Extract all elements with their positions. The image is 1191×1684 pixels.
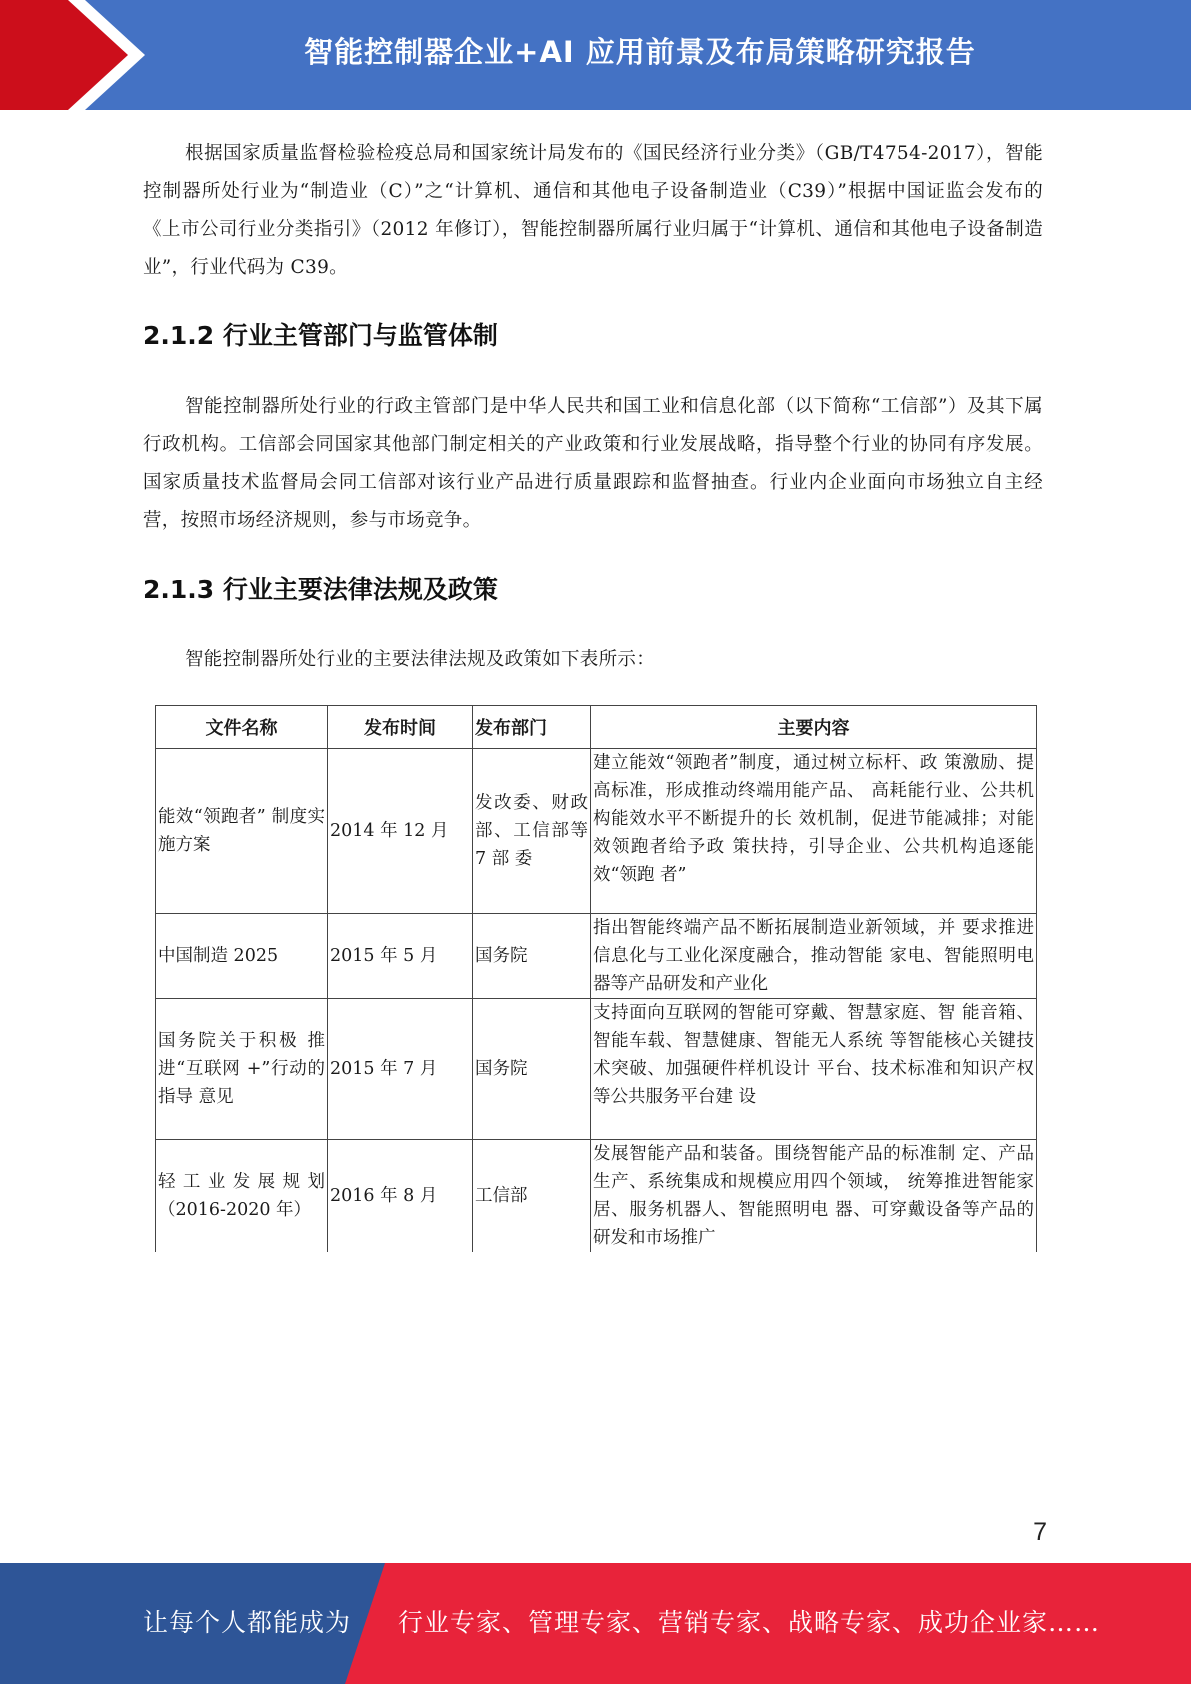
cell-content: 建立能效“领跑者”制度，通过树立标杆、政 策激励、提高标准，形成推动终端用能产品、 高耗能行业、公共机构能效水平不断提升的长 效机制，促进节能减排；对能效领跑者给予政 策扶持，引导企业、公共机构追逐能效“领跑 者” [591, 749, 1037, 914]
page-header [0, 0, 1191, 110]
cell-date: 2015 年 5 月 [328, 914, 473, 999]
table-row [156, 749, 1037, 914]
section-heading-2-1-2: 2.1.2 行业主管部门与监管体制 [143, 321, 498, 350]
table-row [156, 1140, 1037, 1253]
footer-slogan-right: 行业专家、管理专家、营销专家、战略专家、成功企业家…… [398, 1608, 1101, 1637]
cell-dept: 国务院 [473, 914, 591, 999]
cell-date: 2014 年 12 月 [328, 749, 473, 914]
col-header-name: 文件名称 [156, 706, 328, 749]
page-number: 7 [1033, 1518, 1047, 1546]
intro-paragraph: 根据国家质量监督检验检疫总局和国家统计局发布的《国民经济行业分类》（GB/T4754-2017），智能控制器所处行业为“制造业（C）”之“计算机、通信和其他电子设备制造业（C39）”根据中国证监会发布的《上市公司行业分类指引》（2012 年修订），智能控制器所属行业归属于“计算机、通信和其他电子设备制造业”，行业代码为 C39。 [143, 143, 1043, 278]
table-row [156, 999, 1037, 1140]
cell-name: 中国制造 2025 [156, 914, 328, 999]
cell-name: 轻工业发展规划（2016-2020 年） [156, 1140, 328, 1253]
section-2-1-3-paragraph: 智能控制器所处行业的主要法律法规及政策如下表所示： [185, 649, 656, 670]
policy-table [155, 705, 1037, 1252]
header-arrow-decoration [0, 0, 160, 110]
section-heading-2-1-3: 2.1.3 行业主要法律法规及政策 [143, 575, 498, 604]
col-header-date: 发布时间 [328, 706, 473, 749]
col-header-content: 主要内容 [591, 706, 1037, 749]
table-row [156, 914, 1037, 999]
section-2-1-2-paragraph: 智能控制器所处行业的行政主管部门是中华人民共和国工业和信息化部（以下简称“工信部”）及其下属行政机构。工信部会同国家其他部门制定相关的产业政策和行业发展战略，指导整个行业的协同有序发展。国家质量技术监督局会同工信部对该行业产品进行质量跟踪和监督抽查。行业内企业面向市场独立自主经营，按照市场经济规则，参与市场竞争。 [143, 396, 1043, 531]
cell-date: 2016 年 8 月 [328, 1140, 473, 1253]
cell-name: 能效“领跑者” 制度实施方案 [156, 749, 328, 914]
cell-content: 发展智能产品和装备。围绕智能产品的标准制 定、产品生产、系统集成和规模应用四个领域， 统筹推进智能家居、服务机器人、智能照明电 器、可穿戴设备等产品的研发和市场推广 [591, 1140, 1037, 1253]
cell-date: 2015 年 7 月 [328, 999, 473, 1140]
page-footer [0, 1563, 1191, 1684]
cell-dept: 工信部 [473, 1140, 591, 1253]
cell-name: 国务院关于积极 推进“互联网 +”行动的指导 意见 [156, 999, 328, 1140]
cell-content: 支持面向互联网的智能可穿戴、智慧家庭、智 能音箱、智能车载、智慧健康、智能无人系统 等智能核心关键技术突破、加强硬件样机设计 平台、技术标准和知识产权等公共服务平台建 设 [591, 999, 1037, 1140]
report-title: 智能控制器企业+AI 应用前景及布局策略研究报告 [304, 34, 976, 69]
footer-slogan-left: 让每个人都能成为 [143, 1608, 352, 1637]
col-header-dept: 发布部门 [473, 706, 591, 749]
cell-dept: 国务院 [473, 999, 591, 1140]
cell-content: 指出智能终端产品不断拓展制造业新领域，并 要求推进信息化与工业化深度融合，推动智能 家电、智能照明电器等产品研发和产业化 [591, 914, 1037, 999]
table-header-row [156, 706, 1037, 749]
cell-dept: 发改委、财政部、工信部等 7 部 委 [473, 749, 591, 914]
